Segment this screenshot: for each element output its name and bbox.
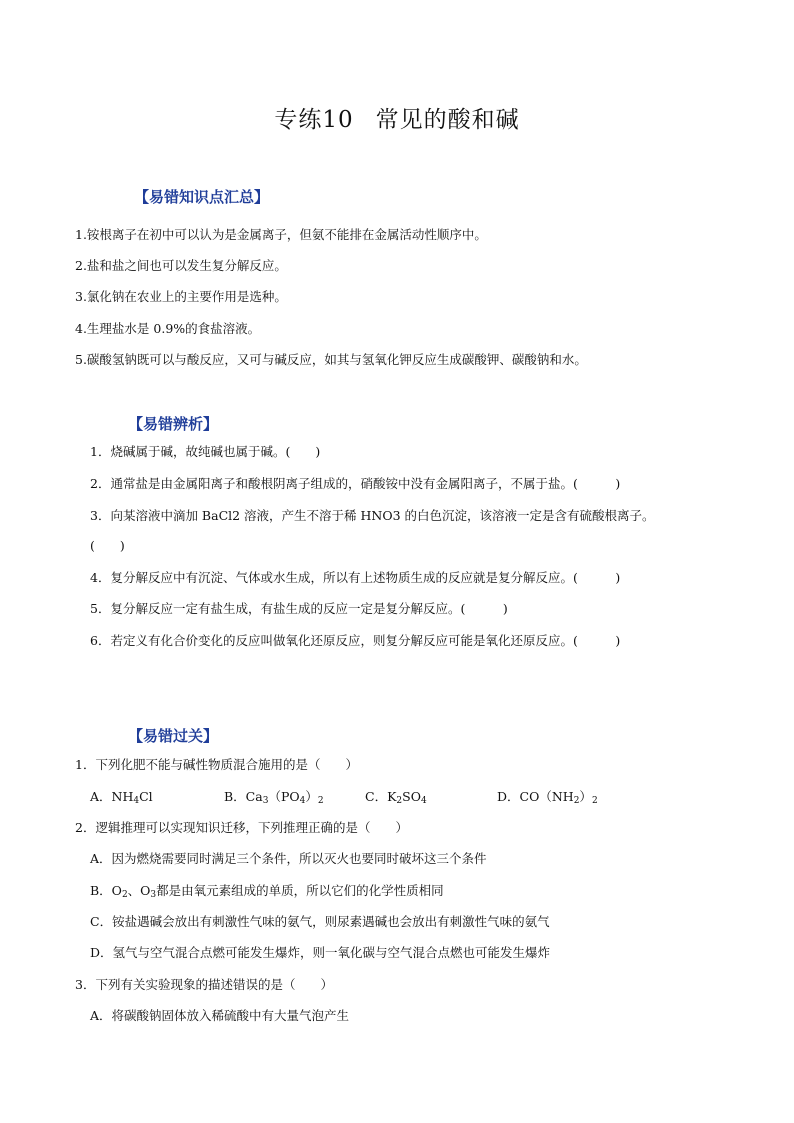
question-2-stem: 2．逻辑推理可以实现知识迁移，下列推理正确的是（ ） — [75, 820, 408, 835]
knowledge-item: 4.生理盐水是 0.9%的食盐溶液。 — [75, 321, 261, 336]
section-heading-practice: 【易错过关】 — [128, 727, 219, 745]
section-heading-knowledge: 【易错知识点汇总】 — [134, 188, 270, 206]
question-2-option-a: A．因为燃烧需要同时满足三个条件，所以灭火也要同时破坏这三个条件 — [90, 851, 487, 866]
analysis-item: 2．通常盐是由金属阳离子和酸根阴离子组成的，硝酸铵中没有金属阳离子，不属于盐。( ) — [90, 476, 621, 491]
question-2-option-b: B．$O_2$、$O_3$都是由氧元素组成的单质，所以它们的化学性质相同 — [90, 883, 444, 900]
section-heading-analysis: 【易错辨析】 — [128, 415, 219, 433]
analysis-item: 1．烧碱属于碱，故纯碱也属于碱。( ) — [90, 444, 321, 459]
question-2-option-c: C．铵盐遇碱会放出有刺激性气味的氨气，则尿素遇碱也会放出有刺激性气味的氨气 — [90, 914, 550, 929]
question-1-option-c: C．$K_2SO_4$ — [365, 789, 427, 806]
analysis-item: 6．若定义有化合价变化的反应叫做氧化还原反应，则复分解反应可能是氧化还原反应。( ) — [90, 633, 621, 648]
knowledge-item: 5.碳酸氢钠既可以与酸反应，又可与碱反应，如其与氢氧化钾反应生成碳酸钾、碳酸钠和水。 — [75, 352, 587, 367]
title-right: 常见的酸和碱 — [375, 107, 520, 133]
question-1-stem: 1．下列化肥不能与碱性物质混合施用的是（ ） — [75, 757, 358, 772]
question-3-option-a: A．将碳酸钠固体放入稀硫酸中有大量气泡产生 — [90, 1008, 350, 1023]
question-1-option-b: B．$Ca_3(PO_4)_2$ — [224, 789, 324, 806]
question-1-option-d: D．$CO(NH_2)_2$ — [497, 789, 598, 806]
question-3-stem: 3．下列有关实验现象的描述错误的是（ ） — [75, 977, 333, 992]
title-left: 专练10 — [274, 107, 354, 133]
knowledge-item: 3.氯化钠在农业上的主要作用是选种。 — [75, 289, 287, 304]
analysis-item: 5．复分解反应一定有盐生成，有盐生成的反应一定是复分解反应。( ) — [90, 601, 508, 616]
question-2-option-d: D．氢气与空气混合点燃可能发生爆炸，则一氧化碳与空气混合点燃也可能发生爆炸 — [90, 945, 551, 960]
question-1-option-a: A．$NH_4Cl$ — [90, 789, 153, 806]
analysis-item-bracket: ( ) — [90, 538, 125, 553]
knowledge-item: 1.铵根离子在初中可以认为是金属离子，但氨不能排在金属活动性顺序中。 — [75, 227, 487, 242]
page-title — [0, 101, 794, 134]
analysis-item: 4．复分解反应中有沉淀、气体或水生成，所以有上述物质生成的反应就是复分解反应。( ) — [90, 570, 621, 585]
knowledge-item: 2.盐和盐之间也可以发生复分解反应。 — [75, 258, 287, 273]
analysis-item: 3．向某溶液中滴加 BaCl2 溶液，产生不溶于稀 HNO3 的白色沉淀，该溶液一定是含有硫酸根离子。 — [90, 508, 655, 523]
